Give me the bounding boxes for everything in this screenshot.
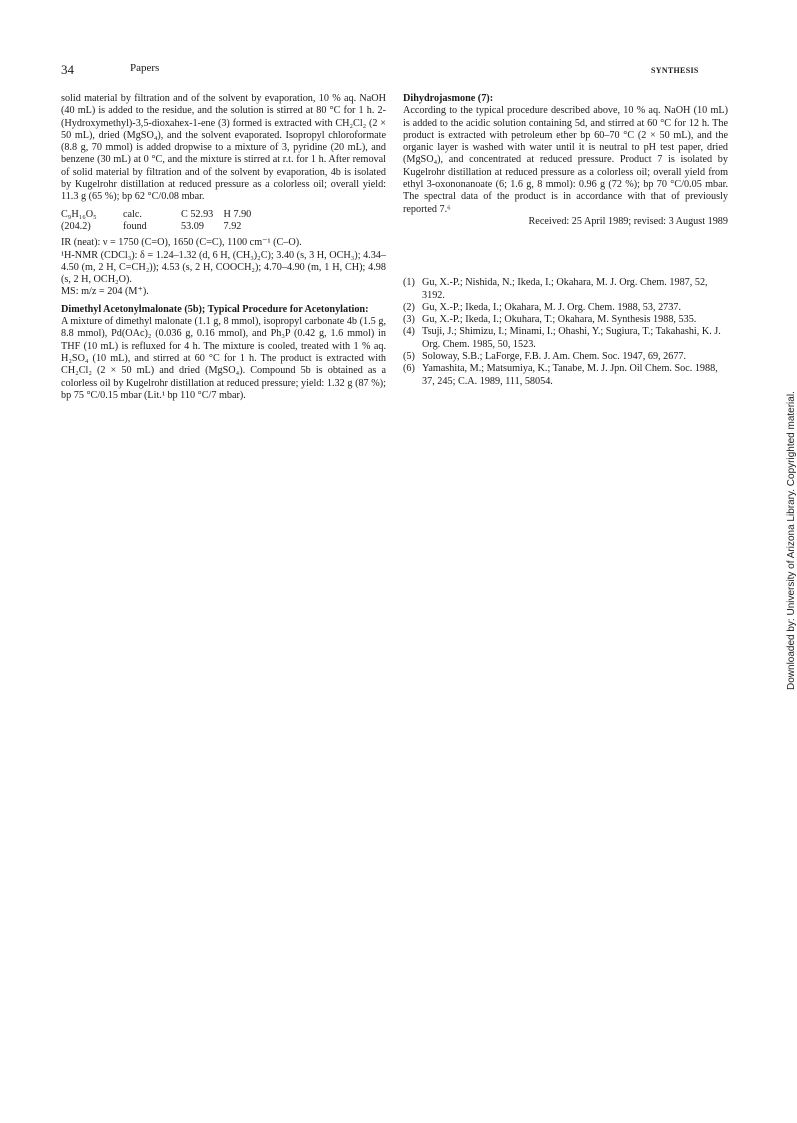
procedure-paragraph: solid material by filtration and of the solvent by evaporation, 10 % aq. NaOH (40 mL) is added to the residue, and the solution is stirred at 80 °C for 1 h. 2-(Hydroxymethyl)-3,5-dioxahex-1-ene (3) formed is extracted with CH₂Cl₂ (2 × 50 mL), dried (MgSO₄), and the solvent evaporated. Isopropyl chloroformate (8.8 g, 70 mmol) is added dropwise to a mixture of 3, pyridine (20 mL), and benzene (30 mL) at 0 °C, and the mixture is stirred at r.t. for 1 h. After removal of solid material by filtration and of the solvent by evaporation, 4b is isolated by Kugelrohr distillation at reduced pressure as a colorless oil; overall yield: 11.3 g (65 %); bp 62 °C/0.08 mbar.	[61, 93, 386, 203]
left-column	[61, 93, 386, 402]
right-column	[403, 93, 728, 388]
reference-item	[403, 314, 728, 326]
reference-item	[403, 351, 728, 363]
reference-number: (1)	[403, 277, 415, 289]
analysis-found-row	[61, 221, 386, 233]
page-number: 34	[61, 62, 74, 77]
reference-text: Yamashita, M.; Matsumiya, K.; Tanabe, M. J. Jpn. Oil Chem. Soc. 1988, 37, 245; C.A. 1989, 111, 58054.	[422, 363, 718, 387]
reference-text: Gu, X.-P.; Nishida, N.; Ikeda, I.; Okahara, M. J. Org. Chem. 1987, 52, 3192.	[422, 277, 708, 301]
reference-number: (5)	[403, 351, 415, 363]
procedure-paragraph: A mixture of dimethyl malonate (1.1 g, 8 mmol), isopropyl carbonate 4b (1.5 g, 8.8 mmol), Pd(OAc)₂ (0.036 g, 0.16 mmol), and Ph₃P (0.42 g, 1.6 mmol) in THF (10 mL) is refluxed for 4 h. The mixture is cooled, treated with 1 % aq. H₂SO₄ (10 mL), and stirred at 60 °C for 1 h. The product is extracted with CH₂Cl₂ (2 × 50 mL) and dried (MgSO₄). Compound 5b is obtained as a colorless oil by Kugelrohr distillation at reduced pressure; yield: 1.32 g (87 %); bp 75 °C/0.15 mbar (Lit.¹ bp 110 °C/7 mbar).	[61, 316, 386, 401]
procedure-paragraph: According to the typical procedure described above, 10 % aq. NaOH (10 mL) is added to the acidic solution containing 5d, and stirred at 60 °C for 12 h. The product is extracted with petroleum ether bp 60–70 °C (2 × 50 mL), and the organic layer is washed with water until it is neutral to pH test paper, dried (MgSO₄), and concentrated at reduced pressure. Product 7 is isolated by Kugelrohr distillation at reduced pressure as a colorless oil; overall yield from ethyl 3-oxononanoate (6; 1.6 g, 8 mmol): 0.96 g (72 %); bp 70 °C/0.05 mbar. The spectral data of the product is in accordance with that of previously reported 7.⁶	[403, 105, 728, 215]
journal-name: SYNTHESIS	[651, 66, 699, 75]
ir-data: IR (neat): ν = 1750 (C=O), 1650 (C=C), 1100 cm⁻¹ (C–O).	[61, 237, 302, 249]
section-heading: Dihydrojasmone (7):	[403, 93, 494, 104]
reference-list	[403, 277, 728, 388]
reference-item	[403, 326, 728, 351]
received-dates: Received: 25 April 1989; revised: 3 August 1989	[528, 215, 728, 227]
analysis-calc-c: C 52.93	[181, 208, 214, 220]
elemental-analysis	[61, 209, 386, 234]
analysis-formula: C₉H₁₆O₅	[61, 208, 97, 220]
reference-number: (6)	[403, 363, 415, 375]
analysis-mw: (204.2)	[61, 220, 91, 232]
nmr-data: ¹H-NMR (CDCl₃): δ = 1.24–1.32 (d, 6 H, (CH₃)₂C); 3.40 (s, 3 H, OCH₃); 4.34–4.50 (m, 2 H, C=CH₂)); 4.53 (s, 2 H, COOCH₂); 4.70–4.90 (m, 1 H, CH); 4.98 (s, 2 H, OCH₂O).	[61, 249, 386, 286]
ms-data: MS: m/z = 204 (M⁺).	[61, 286, 149, 298]
analysis-found-c: 53.09	[181, 220, 204, 232]
reference-item	[403, 302, 728, 314]
reference-text: Gu, X.-P.; Ikeda, I.; Okuhara, T.; Okahara, M. Synthesis 1988, 535.	[422, 314, 697, 326]
reference-text: Tsuji, J.; Shimizu, I.; Minami, I.; Ohashi, Y.; Sugiura, T.; Takahashi, K. J. Org. Chem. 1985, 50, 1523.	[422, 326, 721, 350]
reference-text: Gu, X.-P.; Ikeda, I.; Okahara, M. J. Org. Chem. 1988, 53, 2737.	[422, 301, 681, 313]
reference-number: (4)	[403, 326, 415, 338]
section-heading: Dimethyl Acetonylmalonate (5b); Typical Procedure for Acetonylation:	[61, 303, 369, 315]
reference-number: (3)	[403, 314, 415, 326]
reference-item	[403, 363, 728, 388]
section-category: Papers	[130, 62, 160, 74]
download-watermark: Downloaded by: University of Arizona Library. Copyrighted material.	[786, 391, 797, 690]
reference-text: Soloway, S.B.; LaForge, F.B. J. Am. Chem. Soc. 1947, 69, 2677.	[422, 351, 687, 363]
analysis-found-h: 7.92	[223, 220, 242, 232]
analysis-calc-h: H 7.90	[223, 208, 252, 220]
reference-item	[403, 277, 728, 302]
analysis-calc-row	[61, 209, 386, 221]
reference-number: (2)	[403, 301, 415, 313]
analysis-found-label: found	[123, 220, 147, 232]
analysis-calc-label: calc.	[123, 208, 142, 220]
